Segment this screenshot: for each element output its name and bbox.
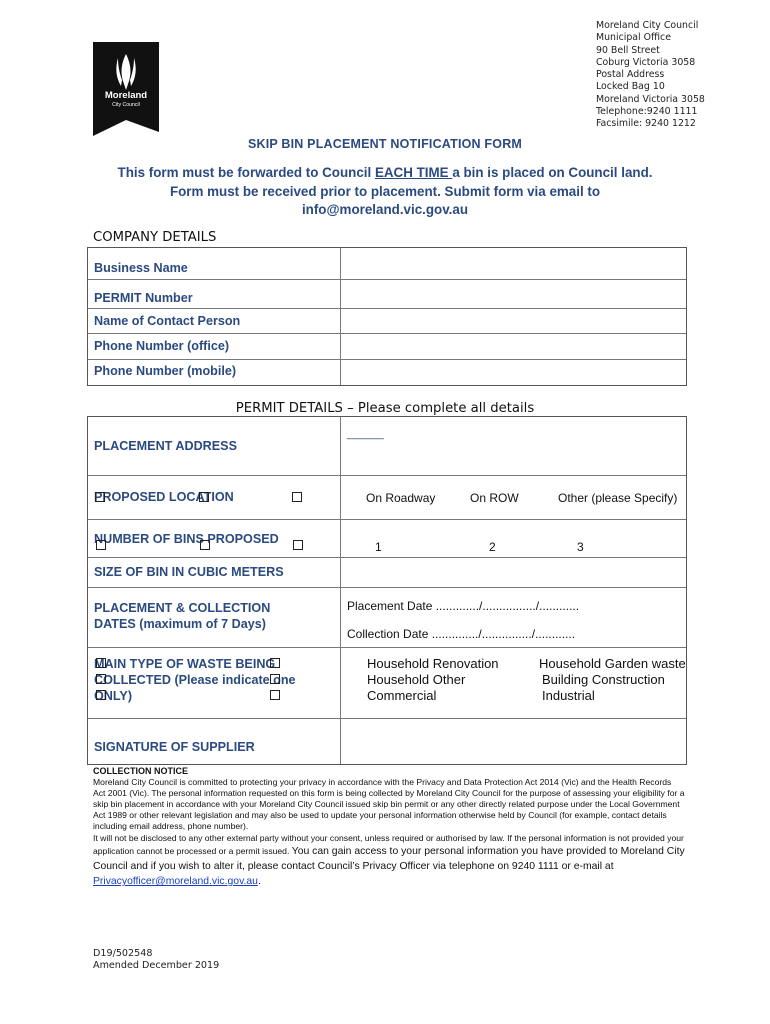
option-on-row[interactable]: On ROW <box>470 491 519 505</box>
option-two-bins[interactable]: 2 <box>489 540 496 554</box>
option-building-construction[interactable]: Building Construction <box>542 672 665 687</box>
document-footer <box>93 948 219 973</box>
permit-details-table <box>87 416 687 765</box>
privacy-officer-email-link[interactable]: Privacyofficer@moreland.vic.gov.au <box>93 876 258 888</box>
proposed-location-options <box>341 476 686 519</box>
option-household-other[interactable]: Household Other <box>367 672 466 687</box>
placement-address-field[interactable] <box>341 417 686 475</box>
instructions-text: a bin is placed on Council land. <box>452 165 653 180</box>
option-on-roadway[interactable]: On Roadway <box>366 491 436 505</box>
address-line: Locked Bag 10 <box>596 81 665 93</box>
table-row <box>88 248 686 280</box>
phone-mobile-field[interactable] <box>341 360 686 385</box>
address-line: Moreland Victoria 3058 <box>596 93 705 105</box>
collection-notice-paragraph: It will not be disclosed to any other external party without your consent, unless required or authorised by law. If the personal information is not provided your application cannot be processed or a permit issued. <box>93 832 684 856</box>
instructions-text: Form must be received prior to placement. Submit form via email to <box>169 183 601 199</box>
waste-type-label-line: ONLY) <box>94 689 133 703</box>
moreland-shield-icon <box>93 42 159 136</box>
table-row <box>88 476 686 520</box>
waste-type-options <box>341 648 686 718</box>
dates-label <box>88 588 341 647</box>
collection-notice-title: COLLECTION NOTICE <box>93 766 188 776</box>
bin-size-label: SIZE OF BIN IN CUBIC METERS <box>88 558 341 587</box>
waste-type-label <box>88 648 341 718</box>
placement-date-field[interactable]: Placement Date ............./................/............ <box>347 599 580 613</box>
household-renovation-checkbox[interactable] <box>96 658 106 668</box>
address-line: Postal Address <box>596 69 665 81</box>
table-row <box>88 280 686 309</box>
address-line: Facsimile: 9240 1212 <box>596 118 696 130</box>
address-line: Coburg Victoria 3058 <box>596 56 696 68</box>
signature-field[interactable] <box>341 719 686 764</box>
logo-subtitle: City Council <box>112 102 140 108</box>
waste-type-label-line: MAIN TYPE OF WASTE BEING <box>94 657 276 671</box>
option-household-garden[interactable]: Household Garden waste <box>539 656 686 671</box>
table-row <box>88 558 686 588</box>
table-row <box>88 360 686 385</box>
option-industrial[interactable]: Industrial <box>542 688 595 703</box>
contact-person-label: Name of Contact Person <box>88 309 341 333</box>
document-reference: D19/502548 <box>93 948 153 959</box>
waste-type-label-line: COLLECTED (Please indicate one <box>94 673 296 687</box>
dates-label-line: DATES (maximum of 7 Days) <box>94 617 266 631</box>
building-construction-checkbox[interactable] <box>270 674 280 684</box>
form-title: SKIP BIN PLACEMENT NOTIFICATION FORM <box>247 137 523 151</box>
council-address-block <box>596 20 756 131</box>
table-row <box>88 588 686 648</box>
proposed-location-label: PROPOSED LOCATION <box>88 476 341 519</box>
address-line: Telephone:9240 1111 <box>596 106 698 118</box>
collection-notice <box>93 766 685 889</box>
collection-notice-access-text: You can gain access to your personal information you have provided to Moreland City Council and if you wish to alter it, please contact Council’s Privacy Officer via telephone on 9240 1111 or e-mail at <box>93 845 685 872</box>
table-row <box>88 719 686 764</box>
table-row <box>88 417 686 476</box>
on-roadway-checkbox[interactable] <box>95 492 105 502</box>
option-one-bin[interactable]: 1 <box>375 540 382 554</box>
collection-notice-paragraph: Moreland City Council is committed to protecting your privacy in accordance with the Privacy and Data Protection Act 2014 (Vic) and the Health Records Act 2001 (Vic). The personal information requested on this form is being collected by Moreland City Council for the purpose of assessing your eligibility for a skip bin placement in accordance with your Moreland City Council issued skip bin permit or any other directly related purpose under the Local Government Act 1989 or other relevant legislation and may also be used to update your personal information otherwise held by Council (for example, contact details including email address, phone number). <box>93 777 685 832</box>
instructions-emphasis: EACH TIME <box>374 165 453 180</box>
table-row <box>88 309 686 334</box>
waste-column-other <box>539 656 686 704</box>
commercial-checkbox[interactable] <box>96 690 106 700</box>
household-garden-checkbox[interactable] <box>270 658 280 668</box>
bin-size-field[interactable] <box>341 558 686 587</box>
address-line: Municipal Office <box>596 32 671 44</box>
phone-office-field[interactable] <box>341 334 686 359</box>
household-other-checkbox[interactable] <box>96 674 106 684</box>
on-row-checkbox[interactable] <box>199 492 209 502</box>
phone-office-label: Phone Number (office) <box>88 334 341 359</box>
placement-address-label: PLACEMENT ADDRESS <box>88 417 341 475</box>
address-line: 90 Bell Street <box>596 44 660 56</box>
address-line: Moreland City Council <box>596 20 699 31</box>
table-row <box>88 520 686 558</box>
placement-address-value: ______ <box>347 428 384 440</box>
other-location-checkbox[interactable] <box>292 492 302 502</box>
industrial-checkbox[interactable] <box>270 690 280 700</box>
three-bins-checkbox[interactable] <box>293 540 303 550</box>
option-household-renovation[interactable]: Household Renovation <box>367 656 499 671</box>
submission-email[interactable]: info@moreland.vic.gov.au <box>301 202 469 217</box>
contact-person-field[interactable] <box>341 309 686 333</box>
company-details-heading: COMPANY DETAILS <box>93 230 217 245</box>
number-of-bins-options <box>341 520 686 557</box>
instructions-text: This form must be forwarded to Council <box>117 165 375 180</box>
table-row <box>88 334 686 360</box>
amended-date: Amended December 2019 <box>93 960 220 972</box>
phone-mobile-label: Phone Number (mobile) <box>88 360 341 385</box>
collection-date-field[interactable]: Collection Date ............../.............../............ <box>347 627 576 641</box>
two-bins-checkbox[interactable] <box>200 540 210 550</box>
table-row <box>88 648 686 719</box>
permit-number-label: PERMIT Number <box>88 280 341 308</box>
dates-fields <box>341 588 686 647</box>
permit-details-heading: PERMIT DETAILS – Please complete all details <box>235 401 535 416</box>
form-instructions <box>90 164 680 220</box>
signature-label: SIGNATURE OF SUPPLIER <box>88 719 341 764</box>
one-bin-checkbox[interactable] <box>96 540 106 550</box>
company-details-table <box>87 247 687 386</box>
option-other[interactable]: Other (please Specify) <box>558 491 678 505</box>
waste-column-household <box>367 656 499 704</box>
dates-label-line: PLACEMENT & COLLECTION <box>94 601 271 615</box>
business-name-label: Business Name <box>88 248 341 279</box>
moreland-council-logo <box>93 42 159 136</box>
business-name-field[interactable] <box>341 248 686 279</box>
option-commercial[interactable]: Commercial <box>367 688 437 703</box>
number-of-bins-label: NUMBER OF BINS PROPOSED <box>88 520 341 557</box>
option-three-bins[interactable]: 3 <box>577 540 584 554</box>
collection-notice-end: . <box>257 876 261 888</box>
permit-number-field[interactable] <box>341 280 686 308</box>
logo-name: Moreland <box>104 90 148 101</box>
